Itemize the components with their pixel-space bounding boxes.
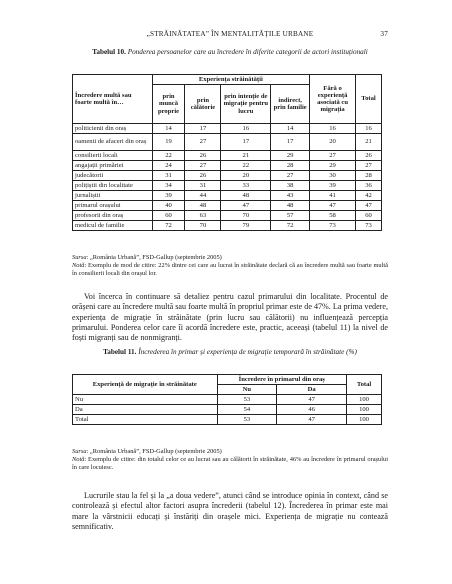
table-cell: 26 (185, 171, 221, 181)
table-cell: 24 (152, 161, 185, 171)
table-cell: 54 (217, 405, 277, 415)
table-row (73, 211, 382, 221)
table-10-title: Ponderea persoanelor care au încredere în diferite categorii de actori instituționali (127, 48, 368, 56)
row-label: polițiștii din localitate (73, 181, 153, 191)
table-cell: 20 (221, 171, 271, 181)
table-11-subheader: Nu (217, 385, 277, 395)
row-label: profesorii din oraș (73, 211, 153, 221)
note-text: : Exemplu de mod de citire: 22% dintre cei care au lucrat în străinătate declară că au încredere multă sau foarte multă în consilierii locali din orașul lor. (72, 262, 388, 277)
table-cell: 53 (217, 415, 277, 425)
table-cell: 27 (310, 151, 356, 161)
body-paragraph: Lucrurile stau la fel și la „a doua vedere”, atunci când se introduce opinia în context, când se controlează și efectul altor factori asupra încrederii (tabelul 12). Încrederea în primar este mai mare la vârstnicii educați și înstăriți din orașele mici. Experiența de migrație nu contează semnificativ. (72, 491, 388, 531)
table-cell: 29 (310, 161, 356, 171)
table-10-col-header: prin intenție de migrație pentru lucru (221, 85, 271, 124)
table-cell: 39 (310, 181, 356, 191)
table-10-col-header: indirect, prin familie (271, 85, 310, 124)
table-cell: 31 (185, 181, 221, 191)
row-label: oamenii de afaceri din oraș (73, 134, 153, 151)
table-11-subheader: Da (277, 385, 347, 395)
table-cell: 72 (152, 221, 185, 231)
note-label: Notă (72, 456, 85, 463)
table-10-group-header: Experiența străinătății (152, 75, 310, 85)
table-cell: 14 (152, 124, 185, 134)
table-row (73, 134, 382, 151)
table-cell: 48 (185, 201, 221, 211)
table-cell: 26 (356, 151, 382, 161)
table-cell: 47 (221, 201, 271, 211)
table-cell: 16 (310, 124, 356, 134)
table-cell: 100 (347, 415, 382, 425)
table-cell: 57 (271, 211, 310, 221)
table-row (73, 151, 382, 161)
table-cell: 34 (152, 181, 185, 191)
table-cell: 100 (347, 405, 382, 415)
table-cell: 20 (310, 134, 356, 151)
table-cell: 33 (221, 181, 271, 191)
table-10-row-header: Încredere multă sau foarte multă în… (73, 75, 153, 124)
table-cell: 48 (221, 191, 271, 201)
row-label: angajații primăriei (73, 161, 153, 171)
table-10-source (72, 254, 388, 262)
table-cell: 58 (310, 211, 356, 221)
table-cell: 17 (271, 134, 310, 151)
table-cell: 27 (185, 161, 221, 171)
table-cell: 48 (271, 201, 310, 211)
table-10-col-header: Total (356, 75, 382, 124)
table-row (73, 181, 382, 191)
note-text: : Exemplu de citire: din totalul celor ce au lucrat sau au călătorit în străinătate, 46% au încredere în primarul orașului în care locuiesc. (72, 456, 388, 471)
table-11-title: Încrederea în primar și experiența de migrație temporară în străinătate (%) (138, 348, 357, 356)
row-label: Total (73, 415, 218, 425)
table-cell: 16 (356, 124, 382, 134)
table-cell: 40 (152, 201, 185, 211)
table-11-col-header: Experiență de migrație în străinătate (73, 375, 218, 395)
table-cell: 53 (217, 395, 277, 405)
source-label: Sursa (72, 254, 87, 261)
table-cell: 60 (356, 211, 382, 221)
table-10 (72, 74, 382, 231)
table-cell: 21 (356, 134, 382, 151)
table-10-caption (72, 48, 388, 58)
table-cell: 29 (271, 151, 310, 161)
table-10-label: Tabelul 10. (92, 48, 126, 56)
table-cell: 70 (221, 211, 271, 221)
table-10-col-header: prin călătorie (185, 85, 221, 124)
row-label: politicienii din oraș (73, 124, 153, 134)
row-label: medicul de familie (73, 221, 153, 231)
table-cell: 63 (185, 211, 221, 221)
table-11-label: Tabelul 11. (103, 348, 137, 356)
source-label: Sursa (72, 448, 87, 455)
table-row (73, 221, 382, 231)
table-row (73, 191, 382, 201)
table-cell: 39 (152, 191, 185, 201)
table-cell: 47 (356, 201, 382, 211)
table-row (73, 201, 382, 211)
table-cell: 41 (310, 191, 356, 201)
table-11-note (72, 456, 388, 471)
source-text: : „România Urbană”, FSD-Gallup (septembrie 2005) (86, 254, 222, 261)
table-cell: 46 (277, 405, 347, 415)
table-cell: 22 (221, 161, 271, 171)
table-cell: 27 (356, 161, 382, 171)
table-11-col-header: Încredere în primarul din oraș (217, 375, 347, 385)
table-cell: 73 (310, 221, 356, 231)
table-cell: 26 (185, 151, 221, 161)
table-cell: 17 (221, 134, 271, 151)
table-cell: 36 (356, 181, 382, 191)
table-10-note (72, 262, 388, 277)
table-cell: 31 (152, 171, 185, 181)
row-label: judecătorii (73, 171, 153, 181)
table-cell: 42 (356, 191, 382, 201)
table-cell: 100 (347, 395, 382, 405)
page-number: 37 (380, 30, 388, 38)
table-10-col-header: prin muncă proprie (152, 85, 185, 124)
table-11-source (72, 448, 388, 456)
table-cell: 38 (271, 181, 310, 191)
table-cell: 28 (271, 161, 310, 171)
row-label: Da (73, 405, 218, 415)
table-cell: 47 (277, 415, 347, 425)
table-cell: 43 (271, 191, 310, 201)
table-cell: 44 (185, 191, 221, 201)
row-label: primarul orașului (73, 201, 153, 211)
table-cell: 73 (356, 221, 382, 231)
source-text: : „România Urbană”, FSD-Gallup (septembrie 2005) (86, 448, 222, 455)
table-row (73, 405, 382, 415)
table-row (73, 395, 382, 405)
table-11 (72, 374, 382, 425)
row-label: Nu (73, 395, 218, 405)
table-cell: 21 (221, 151, 271, 161)
table-cell: 19 (152, 134, 185, 151)
table-row (73, 161, 382, 171)
running-title: „STRĂINĂTATEA” ÎN MENTALITĂȚILE URBANE (146, 30, 314, 38)
table-row (73, 124, 382, 134)
table-cell: 70 (185, 221, 221, 231)
table-cell: 47 (310, 201, 356, 211)
table-cell: 27 (185, 134, 221, 151)
body-paragraph: Voi încerca în continuare să detaliez pentru cazul primarului din localitate. Procentul de orășeni care au încredere multă sau foarte multă în propriul primar este de 47%. La prima vedere, experiența de migrație în străinătate (prin lucru sau călătorii) nu influențează percepția primarului. Ponderea celor care îi acordă încredere este, practic, aceeași (tabelul 11) la nivel de foști migranți sau de nonmigranți. (72, 292, 388, 343)
row-label: consilierii locali (73, 151, 153, 161)
table-cell: 27 (271, 171, 310, 181)
note-label: Notă (72, 262, 85, 269)
table-cell: 22 (152, 151, 185, 161)
table-10-col-header: Fără o experiență asociată cu migrația (310, 75, 356, 124)
table-cell: 30 (310, 171, 356, 181)
table-cell: 60 (152, 211, 185, 221)
table-cell: 28 (356, 171, 382, 181)
running-header (72, 30, 388, 42)
row-label: jurnaliștii (73, 191, 153, 201)
table-cell: 16 (221, 124, 271, 134)
table-cell: 72 (271, 221, 310, 231)
table-11-caption (72, 348, 388, 358)
table-cell: 17 (185, 124, 221, 134)
table-cell: 79 (221, 221, 271, 231)
table-row (73, 415, 382, 425)
table-row (73, 171, 382, 181)
table-11-col-header: Total (347, 375, 382, 395)
table-cell: 14 (271, 124, 310, 134)
table-cell: 47 (277, 395, 347, 405)
